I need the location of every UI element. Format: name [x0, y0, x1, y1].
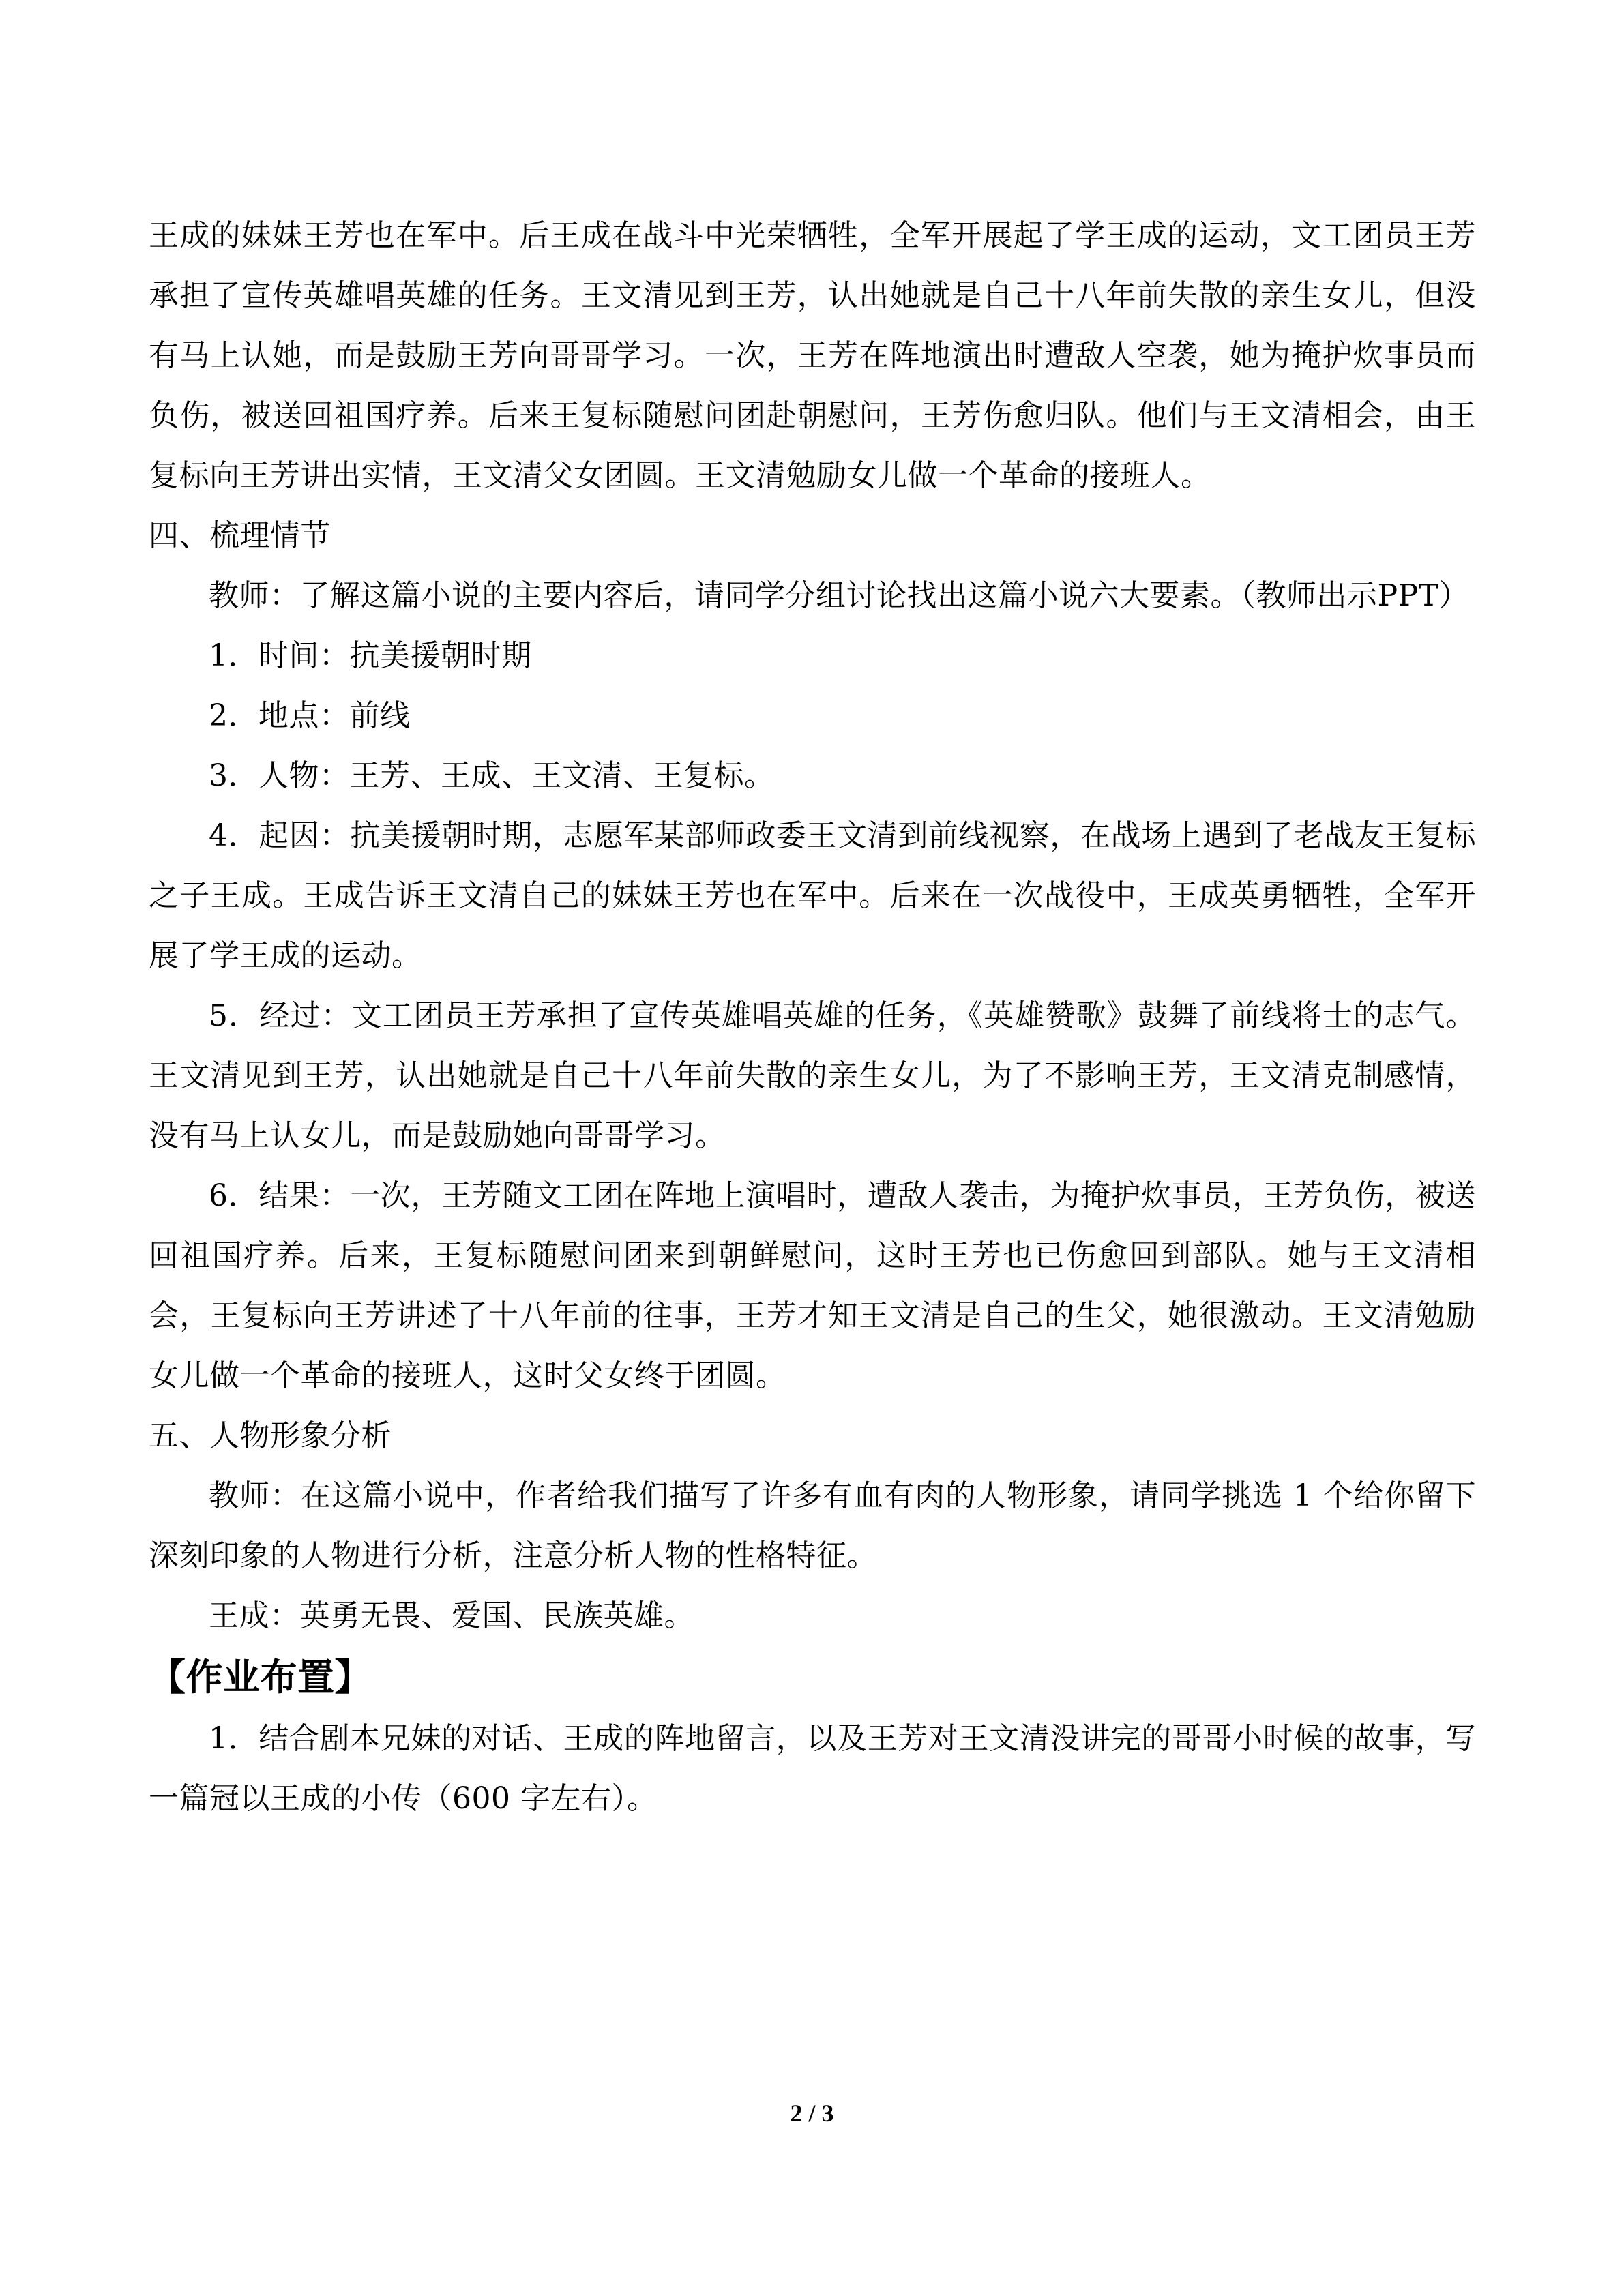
continuation-paragraph: 王成的妹妹王芳也在军中。后王成在战斗中光荣牺牲，全军开展起了学王成的运动，文工团员王芳承担了宣传英雄唱英雄的任务。王文清见到王芳，认出她就是自己十八年前失散的亲生女儿，但没有马上认她，而是鼓励王芳向哥哥学习。一次，王芳在阵地演出时遭敌人空袭，她为掩护炊事员而负伤，被送回祖国疗养。后来王复标随慰问团赴朝慰问，王芳伤愈归队。他们与王文清相会，由王复标向王芳讲出实情，王文清父女团圆。王文清勉励女儿做一个革命的接班人。	[149, 218, 1476, 493]
section-heading-plot: 四、梳理情节	[149, 518, 331, 553]
section-intro-plot: 教师：了解这篇小说的主要内容后，请同学分组讨论找出这篇小说六大要素。（教师出示PPT）	[209, 578, 1470, 613]
homework-title: 【作业布置】	[149, 1656, 372, 1699]
plot-element-time: 1．时间：抗美援朝时期	[209, 638, 532, 673]
homework-item: 1．结合剧本兄妹的对话、王成的阵地留言，以及王芳对王文清没讲完的哥哥小时候的故事，写一篇冠以王成的小传（600 字左右）。	[149, 1721, 1476, 1816]
character-example-wangcheng: 王成：英勇无畏、爱国、民族英雄。	[209, 1598, 694, 1633]
page-number: 2 / 3	[790, 2100, 834, 2127]
document-body	[149, 206, 1476, 1829]
plot-element-result: 6．结果：一次，王芳随文工团在阵地上演唱时，遭敌人袭击，为掩护炊事员，王芳负伤，被送回祖国疗养。后来，王复标随慰问团来到朝鲜慰问，这时王芳也已伤愈回到部队。她与王文清相会，王复标向王芳讲述了十八年前的往事，王芳才知王文清是自己的生父，她很激动。王文清勉励女儿做一个革命的接班人，这时父女终于团圆。	[149, 1178, 1476, 1393]
section-heading-characters: 五、人物形象分析	[149, 1418, 392, 1453]
section-intro-characters: 教师：在这篇小说中，作者给我们描写了许多有血有肉的人物形象，请同学挑选 1 个给你留下深刻印象的人物进行分析，注意分析人物的性格特征。	[149, 1478, 1476, 1573]
plot-element-place: 2．地点：前线	[209, 698, 411, 733]
plot-element-process: 5．经过：文工团员王芳承担了宣传英雄唱英雄的任务，《英雄赞歌》鼓舞了前线将士的志气。王文清见到王芳，认出她就是自己十八年前失散的亲生女儿，为了不影响王芳，王文清克制感情，没有马上认女儿，而是鼓励她向哥哥学习。	[149, 998, 1476, 1153]
plot-element-cause: 4．起因：抗美援朝时期，志愿军某部师政委王文清到前线视察，在战场上遇到了老战友王复标之子王成。王成告诉王文清自己的妹妹王芳也在军中。后来在一次战役中，王成英勇牺牲，全军开展了学王成的运动。	[149, 818, 1476, 973]
plot-element-characters: 3．人物：王芳、王成、王文清、王复标。	[209, 758, 775, 793]
